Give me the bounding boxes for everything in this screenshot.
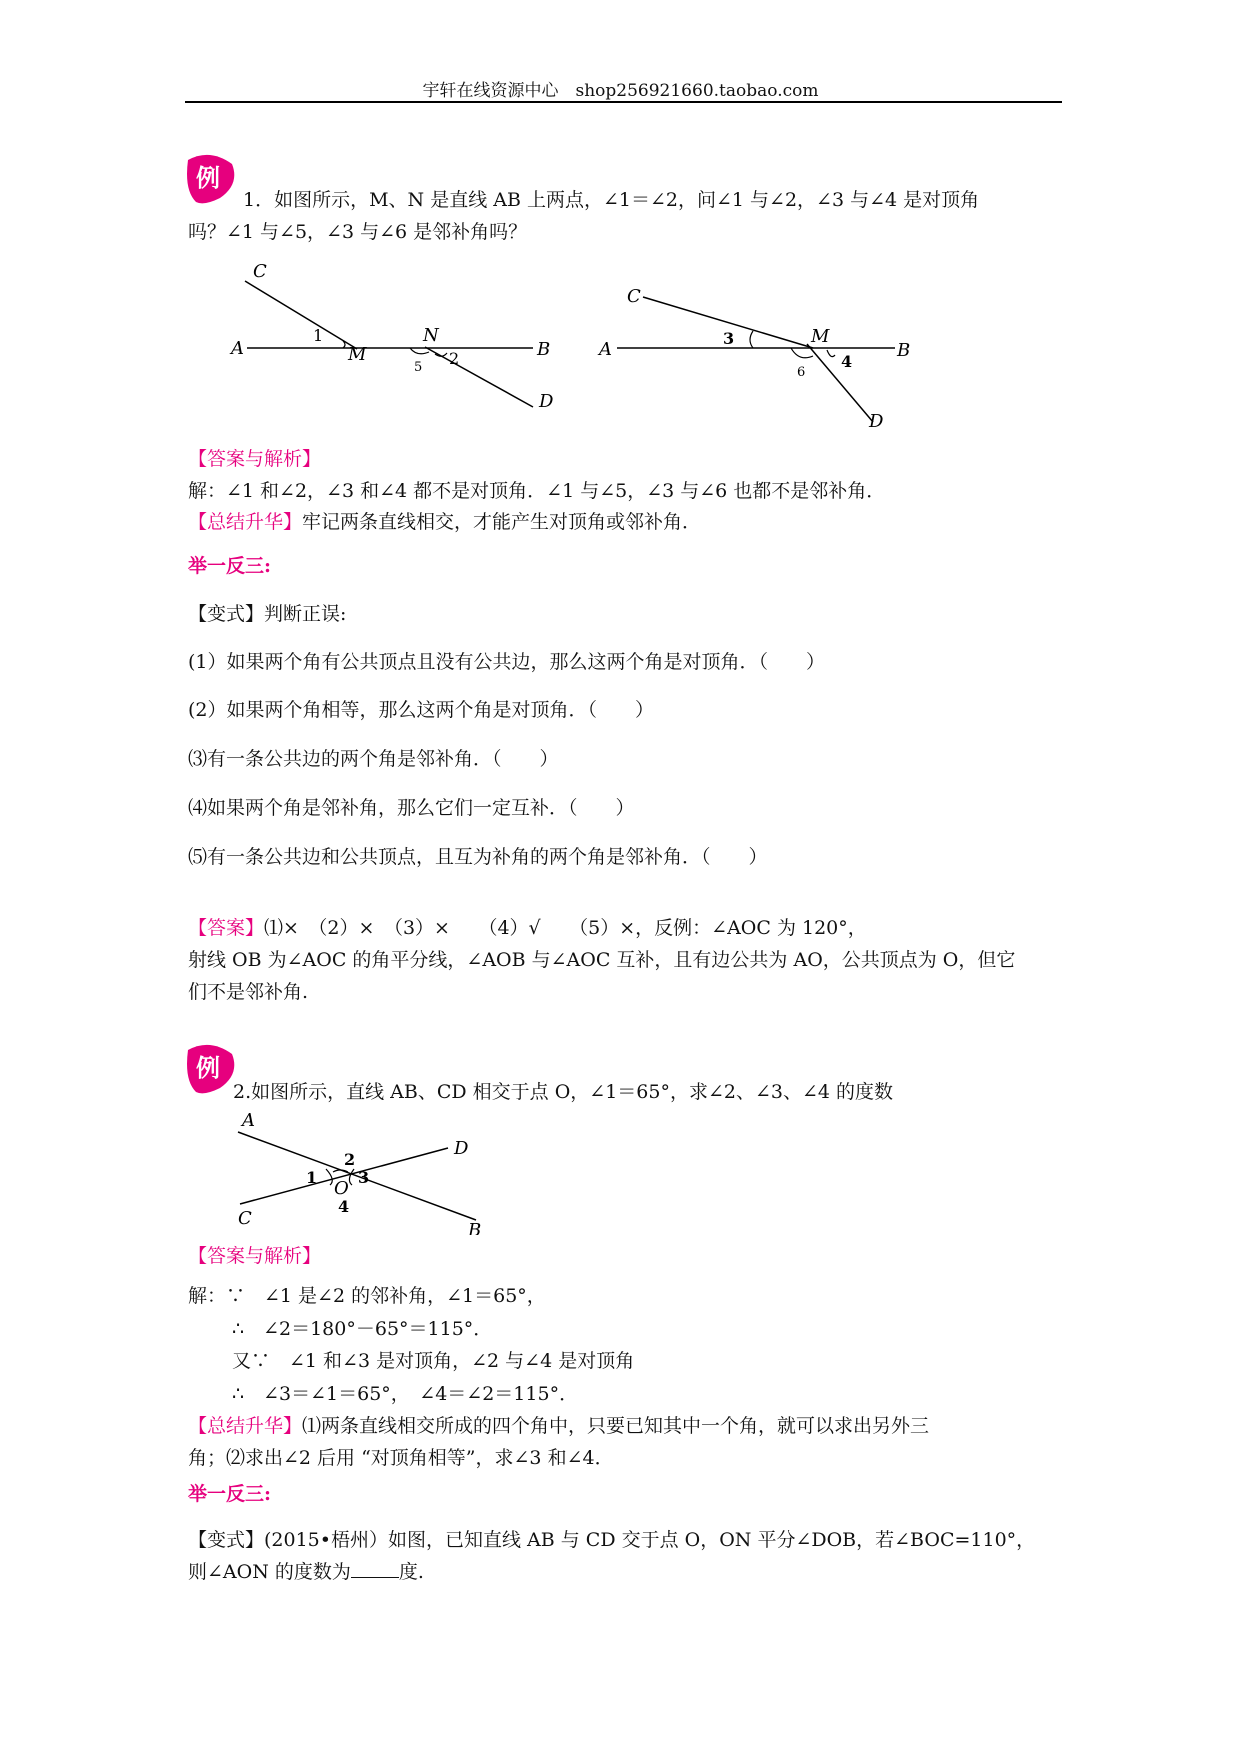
variant-title-1: 【变式】判断正误: [188, 603, 347, 625]
answer-analysis-title-2: 【答案与解析】 [188, 1245, 322, 1267]
summary-1 [188, 506, 701, 538]
answer-title-2: 【答案】 [188, 917, 265, 939]
svg-text:A: A [242, 1110, 255, 1131]
solution-line-2: ∴ ∠2＝180°－65°＝115°． [232, 1318, 493, 1340]
summary-2-line2: 角；⑵求出∠2 后用 “对顶角相等”，求∠3 和∠4． [188, 1447, 614, 1469]
judge-item-1: (1）如果两个角有公共顶点且没有公共边，那么这两个角是对顶角．（ ） [188, 651, 826, 673]
svg-text:N: N [423, 325, 439, 346]
summary-2-line1 [188, 1410, 929, 1442]
summary-title-1: 【总结升华】 [188, 511, 303, 533]
variant-2-text-a: 则∠AON 的度数为 [188, 1561, 351, 1583]
example-1-question-line1: 1．如图所示，M、N 是直线 AB 上两点，∠1＝∠2，问∠1 与∠2，∠3 与∠4 是对顶角 [243, 189, 980, 211]
figure-2-intersecting-lines [595, 282, 925, 437]
svg-text:B: B [897, 340, 911, 361]
answer-blank[interactable] [351, 1557, 399, 1578]
svg-text:1: 1 [306, 1168, 318, 1187]
header-rule [185, 101, 1062, 103]
practice-title-2: 举一反三: [188, 1483, 272, 1505]
answer-analysis-title-1: 【答案与解析】 [188, 448, 322, 470]
answer-2-text1: ⑴× （2）× （3）× （4）√ （5）×，反例：∠AOC 为 120°， [264, 917, 867, 939]
svg-text:D: D [869, 411, 884, 432]
example-2-question: 2.如图所示，直线 AB、CD 相交于点 O，∠1＝65°，求∠2、∠3、∠4 的度数 [233, 1081, 894, 1103]
svg-text:M: M [348, 344, 367, 365]
svg-text:例: 例 [196, 163, 220, 192]
svg-text:A: A [231, 338, 244, 359]
page-header: 宇轩在线资源中心 shop256921660.taobao.com [422, 81, 819, 101]
svg-text:C: C [253, 261, 267, 282]
svg-text:C: C [238, 1208, 252, 1229]
answer-2-line3: 们不是邻补角. [188, 981, 309, 1003]
svg-text:M: M [811, 326, 830, 347]
variant-2-line1: 【变式】(2015•梧州）如图，已知直线 AB 与 CD 交于点 O，ON 平分∠DOB，若∠BOC=110°， [188, 1529, 1036, 1551]
svg-text:3: 3 [358, 1168, 370, 1187]
svg-text:2: 2 [449, 349, 460, 368]
svg-text:1: 1 [313, 326, 324, 345]
answer-1: 解：∠1 和∠2，∠3 和∠4 都不是对顶角．∠1 与∠5，∠3 与∠6 也都不是邻补角． [188, 480, 886, 502]
svg-text:A: A [599, 339, 612, 360]
svg-text:4: 4 [338, 1197, 350, 1216]
solution-line-1: 解：∵ ∠1 是∠2 的邻补角，∠1＝65°， [188, 1285, 546, 1307]
answer-2-line1 [188, 912, 867, 944]
svg-text:D: D [539, 391, 554, 412]
svg-text:D: D [454, 1138, 469, 1159]
answer-2-line2: 射线 OB 为∠AOC 的角平分线，∠AOB 与∠AOC 互补，且有边公共为 AO，公共顶点为 O，但它 [188, 949, 1016, 971]
svg-text:B: B [537, 339, 551, 360]
svg-text:C: C [627, 286, 641, 307]
svg-text:3: 3 [723, 329, 735, 348]
example-badge-1 [180, 150, 238, 208]
practice-title-1: 举一反三: [188, 555, 272, 577]
figure-1-intersecting-lines [225, 255, 565, 415]
judge-item-5: ⑸有一条公共边和公共顶点，且互为补角的两个角是邻补角．（ ） [188, 846, 768, 868]
variant-2-line2 [188, 1556, 424, 1588]
summary-text-1: 牢记两条直线相交，才能产生对顶角或邻补角． [302, 511, 702, 533]
svg-text:4: 4 [841, 352, 853, 371]
solution-line-4: ∴ ∠3＝∠1＝65°， ∠4＝∠2＝115°． [232, 1383, 579, 1405]
svg-text:例: 例 [196, 1053, 220, 1082]
svg-text:B: B [468, 1220, 482, 1235]
judge-item-4: ⑷如果两个角是邻补角，那么它们一定互补．（ ） [188, 797, 635, 819]
judge-item-3: ⑶有一条公共边的两个角是邻补角．（ ） [188, 748, 559, 770]
solution-line-3: 又∵ ∠1 和∠3 是对顶角，∠2 与∠4 是对顶角 [232, 1350, 635, 1372]
svg-text:O: O [334, 1178, 349, 1199]
summary-title-2: 【总结升华】 [188, 1415, 303, 1437]
judge-item-2: (2）如果两个角相等，那么这两个角是对顶角．（ ） [188, 699, 655, 721]
figure-3-lines-AB-CD [230, 1110, 500, 1235]
svg-text:6: 6 [797, 365, 806, 380]
svg-text:5: 5 [414, 360, 423, 375]
summary-2-text1: ⑴两条直线相交所成的四个角中，只要已知其中一个角，就可以求出另外三 [302, 1415, 930, 1437]
svg-text:2: 2 [344, 1150, 356, 1169]
variant-2-text-b: 度. [398, 1561, 424, 1583]
example-badge-2 [180, 1040, 238, 1098]
example-1-question-line2: 吗？∠1 与∠5，∠3 与∠6 是邻补角吗？ [188, 221, 528, 243]
